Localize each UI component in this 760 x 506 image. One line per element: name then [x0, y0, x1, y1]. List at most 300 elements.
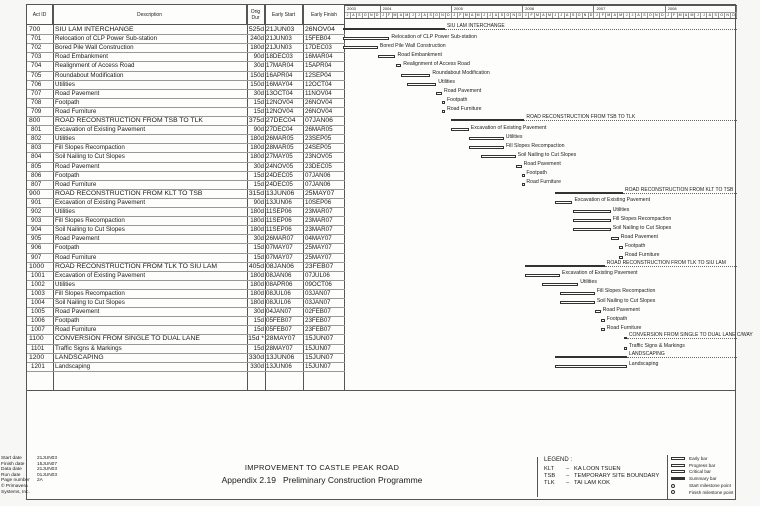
activity-early-finish: 26NOV04 — [305, 26, 335, 33]
legend-separator: – — [566, 473, 570, 479]
header-orig-dur: Orig Dur — [247, 5, 265, 25]
activity-early-start: 05FEB07 — [266, 317, 292, 325]
header-act-id: Act ID — [27, 5, 53, 25]
activity-early-finish: 23SEP05 — [305, 135, 332, 143]
timescale-month: J — [452, 12, 458, 18]
activity-id: 906 — [31, 244, 42, 252]
key-label: Start milestone point — [689, 483, 731, 489]
activity-bar — [401, 74, 430, 77]
summary-bar — [555, 356, 627, 358]
activity-id: 900 — [29, 189, 41, 197]
activity-row — [27, 125, 345, 134]
activity-bar — [601, 328, 605, 331]
activity-id: 709 — [31, 107, 42, 115]
appendix-number: Appendix 2.19 — [221, 475, 276, 485]
bar-key — [667, 455, 736, 499]
legend-abbrev: TSB — [544, 473, 556, 479]
legend — [537, 457, 672, 497]
activity-id: 904 — [31, 226, 42, 234]
activity-row — [27, 307, 345, 316]
timescale-month: S — [571, 12, 577, 18]
activity-row — [27, 234, 345, 243]
activity-row — [27, 180, 345, 189]
activity-early-finish: 03JAN07 — [305, 289, 331, 297]
key-row — [668, 489, 736, 496]
activity-description: Road Furniture — [55, 107, 97, 115]
timescale-month: O — [363, 12, 369, 18]
activity-early-start: 12NOV04 — [266, 107, 294, 115]
activity-early-finish: 10SEP06 — [305, 198, 332, 206]
activity-description: Road Furniture — [55, 180, 97, 188]
timescale-year: 2003 — [345, 6, 381, 12]
activity-row — [27, 316, 345, 325]
timescale-year: 2006 — [523, 6, 594, 12]
activity-early-start: 24DEC05 — [266, 180, 293, 188]
activity-bar — [624, 347, 627, 350]
timescale-month: M — [678, 12, 684, 18]
timescale-month: D — [517, 12, 523, 18]
activity-row — [27, 134, 345, 143]
activity-bar — [525, 274, 560, 277]
timescale-month: D — [446, 12, 452, 18]
bar-label: LANDSCAPING — [628, 350, 665, 357]
activity-early-start: 16APR04 — [266, 71, 293, 79]
bar-label: SIU LAM INTERCHANGE — [446, 23, 505, 29]
activity-row — [27, 344, 345, 353]
timescale-month: J — [666, 12, 672, 18]
timescale-month: M — [547, 12, 553, 18]
activity-bar — [442, 110, 445, 113]
activity-early-finish: 12OCT04 — [305, 80, 332, 88]
timescale-month: D — [589, 12, 595, 18]
activity-bar — [343, 46, 378, 49]
timescale-month: S — [428, 12, 434, 18]
activity-id: 700 — [29, 26, 41, 33]
activity-id: 708 — [31, 98, 42, 106]
activity-row — [27, 189, 345, 198]
activity-early-start: 13JUN06 — [266, 353, 295, 361]
activity-early-start: 27MAY05 — [266, 153, 293, 161]
activity-row — [27, 98, 345, 107]
bar-swatch-icon — [671, 477, 685, 480]
activity-early-finish: 09OCT06 — [305, 280, 332, 288]
timescale-month: A — [493, 12, 499, 18]
timescale-month: N — [511, 12, 517, 18]
timescale-month: M — [606, 12, 612, 18]
activity-early-start: 08JAN06 — [266, 271, 292, 279]
legend-full: TAI LAM KOK — [574, 480, 610, 486]
timescale-month: N — [654, 12, 660, 18]
activity-early-finish: 15JUN07 — [305, 335, 334, 343]
timescale-month: F — [600, 12, 606, 18]
activity-id: 1200 — [29, 353, 45, 361]
activity-description: Traffic Signs & Markings — [55, 344, 122, 352]
activity-bar — [469, 137, 504, 140]
activity-duration: 30d — [253, 162, 264, 170]
bar-label: Fill Slopes Recompaction — [596, 288, 656, 295]
activity-early-start: 18DEC03 — [266, 53, 293, 61]
milestone-icon — [671, 490, 675, 494]
timescale-month: D — [660, 12, 666, 18]
activity-bar — [542, 283, 578, 286]
timescale-month: M — [476, 12, 482, 18]
bar-label: Utilities — [505, 133, 523, 140]
float-line — [627, 338, 737, 339]
activity-id: 704 — [31, 62, 42, 70]
activity-early-start: 26MAR05 — [266, 135, 294, 143]
timescale-month: N — [440, 12, 446, 18]
activity-duration: 180d — [250, 217, 264, 225]
activity-id: 905 — [31, 235, 42, 243]
timescale-year: 2007 — [594, 6, 665, 12]
activity-bar — [560, 292, 595, 295]
activity-id: 802 — [31, 135, 42, 143]
bar-label: ROAD RECONSTRUCTION FROM TLK TO SIU LAM — [606, 259, 726, 266]
timescale-month: J — [701, 12, 707, 18]
legend-row — [544, 473, 672, 480]
activity-id: 701 — [31, 35, 42, 43]
activity-description: Excavation of Existing Pavement — [55, 126, 146, 134]
bar-label: Road Embankment — [397, 51, 442, 58]
legend-full: TEMPORARY SITE BOUNDARY — [574, 473, 660, 479]
legend-rows — [544, 466, 672, 487]
activity-duration: 15d * — [248, 335, 264, 343]
timescale-month: F — [387, 12, 393, 18]
activity-duration: 330d — [248, 353, 264, 361]
activity-early-finish: 25MAY07 — [305, 244, 332, 252]
timescale-year: 2005 — [452, 6, 523, 12]
activity-duration: 30d — [253, 89, 264, 97]
programme-title — [177, 475, 467, 485]
activity-early-finish: 26MAR05 — [305, 126, 333, 134]
activity-duration: 150d — [250, 71, 264, 79]
activity-description: Soil Nailing to Cut Slopes — [55, 153, 125, 161]
activity-early-start: 08JUL06 — [266, 299, 291, 306]
activity-duration: 315d — [248, 189, 264, 197]
activity-id: 1101 — [31, 344, 45, 352]
bar-label: Utilities — [580, 279, 597, 286]
timescale-month: F — [458, 12, 464, 18]
timescale-border — [345, 5, 737, 6]
timescale-month: J — [553, 12, 559, 18]
activity-description: Bored Pile Wall Construction — [55, 44, 134, 52]
activity-duration: 330d — [250, 362, 264, 370]
activity-row — [27, 116, 345, 125]
timescale-month: A — [351, 12, 357, 18]
programme-name: Preliminary Construction Programme — [283, 475, 423, 485]
activity-early-start: 13JUN06 — [266, 362, 292, 370]
activity-early-start: 21JUN03 — [266, 35, 292, 43]
activity-bar — [601, 319, 605, 322]
activity-description: Road Pavement — [55, 89, 100, 97]
activity-bar — [611, 237, 619, 240]
activity-row — [27, 253, 345, 262]
activity-row — [27, 34, 345, 43]
activity-row — [27, 71, 345, 80]
timescale-month: O — [719, 12, 725, 18]
activity-bar — [396, 64, 402, 67]
activity-id: 804 — [31, 153, 42, 161]
float-line — [524, 120, 737, 121]
footer — [1, 390, 735, 500]
activity-id: 1001 — [31, 271, 45, 279]
timescale-month: A — [422, 12, 428, 18]
timescale-month: J — [594, 12, 600, 18]
activity-description: LANDSCAPING — [55, 353, 104, 361]
run-info-value: 21JUN03 — [37, 456, 57, 461]
timescale-month: D — [375, 12, 381, 18]
timescale-month: S — [499, 12, 505, 18]
activity-row — [27, 243, 345, 252]
activity-row — [27, 61, 345, 70]
bar-label: Footpath — [606, 315, 628, 322]
run-info-key: Data date — [1, 467, 22, 473]
activity-early-finish: 26NOV04 — [305, 107, 333, 115]
activity-duration: 240d — [250, 35, 264, 43]
timescale-month: A — [707, 12, 713, 18]
activity-early-start: 13JUN06 — [266, 198, 292, 206]
bar-label: Road Furniture — [624, 252, 660, 258]
activity-duration: 15d — [253, 171, 264, 179]
activity-row — [27, 262, 345, 271]
activity-duration: 180d — [250, 226, 264, 234]
activity-early-start: 07MAY07 — [266, 253, 293, 261]
timescale-month: S — [713, 12, 719, 18]
activity-bar — [555, 365, 627, 368]
activity-early-start: 17MAR04 — [266, 62, 294, 70]
timescale-month: A — [565, 12, 571, 18]
activity-id: 800 — [29, 117, 41, 124]
activity-bar — [481, 155, 516, 158]
key-row — [668, 455, 736, 462]
activity-id: 702 — [31, 44, 42, 52]
summary-bar — [525, 265, 605, 267]
summary-bar — [555, 192, 623, 194]
activity-id: 907 — [31, 253, 42, 261]
run-info-value: 21JUN03 — [37, 467, 57, 473]
activity-description: Footpath — [55, 98, 80, 106]
activity-early-start: 08JUL06 — [266, 289, 291, 297]
bar-label: Road Furniture — [526, 179, 561, 186]
activity-early-start: 28MAY07 — [266, 344, 293, 352]
activity-description: Roundabout Modification — [55, 71, 124, 79]
timescale-year: 2004 — [381, 6, 452, 12]
timescale-month: O — [505, 12, 511, 18]
activity-id: 806 — [31, 171, 42, 179]
run-info-row — [1, 484, 101, 495]
float-line — [445, 29, 737, 30]
activity-early-finish: 04MAY07 — [305, 235, 332, 243]
timescale-month: F — [529, 12, 535, 18]
activity-duration: 180d — [250, 289, 264, 297]
timescale-year: 2008 — [666, 6, 737, 12]
activity-bar — [516, 165, 522, 168]
activity-description: Utilities — [55, 208, 75, 215]
timescale-month: J — [695, 12, 701, 18]
activity-early-finish: 07JUL06 — [305, 271, 330, 279]
run-info-value: 2A — [37, 478, 43, 484]
activity-row — [27, 298, 345, 307]
bar-label: Relocation of CLP Power Sub-station — [391, 33, 477, 40]
activity-early-finish: 15JUN07 — [305, 362, 331, 370]
activity-description: Road Pavement — [55, 162, 100, 170]
activity-duration: 180d — [250, 208, 264, 215]
bar-label: Footpath — [526, 170, 547, 177]
activity-description: CONVERSION FROM SINGLE TO DUAL LANE — [55, 335, 200, 343]
activity-bar — [407, 83, 436, 86]
bar-label: Realignment of Access Road — [403, 60, 470, 67]
activity-row — [27, 216, 345, 225]
activity-description: ROAD RECONSTRUCTION FROM TLK TO SIU LAM — [55, 262, 218, 270]
activity-description: ROAD RECONSTRUCTION FROM TSB TO TLK — [55, 117, 203, 124]
activity-early-start: 11SEP06 — [266, 217, 292, 225]
activity-row — [27, 353, 345, 362]
activity-early-finish: 23NOV05 — [305, 153, 333, 161]
activity-duration: 180d — [250, 271, 264, 279]
timescale-month: A — [541, 12, 547, 18]
activity-description: Utilities — [55, 80, 75, 88]
bar-swatch-icon — [671, 470, 685, 473]
activity-duration: 30d — [253, 62, 264, 70]
activity-bar — [469, 146, 504, 149]
activity-early-start: 26MAR07 — [266, 235, 294, 243]
bar-label: Road Furniture — [446, 106, 482, 113]
activity-description: Road Furniture — [55, 253, 97, 261]
activity-duration: 15d — [253, 253, 264, 261]
activity-early-finish: 25MAY07 — [305, 189, 335, 197]
activity-row — [27, 80, 345, 89]
activity-description: Realignment of Access Road — [55, 62, 135, 70]
activity-row — [27, 271, 345, 280]
activity-early-start: 08APR06 — [266, 280, 293, 288]
timescale-month: J — [416, 12, 422, 18]
activity-duration: 180d — [250, 144, 264, 152]
activity-early-start: 13OCT04 — [266, 89, 293, 97]
activity-early-finish: 15JUN07 — [305, 344, 331, 352]
legend-abbrev: KLT — [544, 466, 555, 472]
activity-early-finish: 23MAR07 — [305, 208, 333, 215]
activity-duration: 180d — [250, 299, 264, 306]
activity-early-finish: 23MAR07 — [305, 226, 333, 234]
key-label: Critical bar — [689, 469, 711, 475]
bar-label: Footpath — [446, 97, 468, 104]
legend-row — [544, 466, 672, 473]
activity-bar — [619, 246, 623, 249]
activity-early-start: 27DEC04 — [266, 117, 296, 124]
timescale-month: J — [345, 12, 351, 18]
activity-row — [27, 171, 345, 180]
activity-early-start: 16MAY04 — [266, 80, 293, 88]
activity-bar — [343, 37, 389, 40]
activity-early-finish: 23MAR07 — [305, 217, 333, 225]
timescale-month: D — [731, 12, 737, 18]
timescale-month: N — [725, 12, 731, 18]
activity-bar — [560, 301, 595, 304]
schedule-sheet — [1, 4, 753, 500]
activity-description: Road Pavement — [55, 308, 100, 316]
timescale-month: J — [559, 12, 565, 18]
activity-duration: 180d — [250, 135, 264, 143]
timescale-month: N — [583, 12, 589, 18]
timescale-month: A — [636, 12, 642, 18]
run-info-key: Start date — [1, 456, 22, 461]
activity-row — [27, 89, 345, 98]
activity-duration: 15d — [253, 326, 264, 334]
activity-early-start: 04JAN07 — [266, 308, 292, 316]
timescale-month: S — [642, 12, 648, 18]
activity-bar — [619, 256, 623, 259]
activity-bar — [451, 128, 469, 131]
legend-title: LEGEND : — [544, 457, 573, 463]
timescale-month: A — [470, 12, 476, 18]
activity-id: 801 — [31, 126, 42, 134]
activity-row — [27, 52, 345, 61]
activity-early-finish: 24SEP05 — [305, 144, 332, 152]
activity-description: Fill Slopes Recompaction — [55, 217, 125, 225]
activity-description: Road Furniture — [55, 326, 97, 334]
key-label: Early bar — [689, 455, 708, 461]
activity-duration: 90d — [253, 53, 264, 61]
activity-row — [27, 107, 345, 116]
timescale-month: J — [523, 12, 529, 18]
timescale-divider — [345, 12, 737, 13]
timescale-month: A — [684, 12, 690, 18]
activity-duration: 180d — [250, 280, 264, 288]
bar-label: Footpath — [624, 242, 646, 249]
activity-duration: 30d — [253, 308, 264, 316]
activity-bar — [522, 174, 525, 177]
bar-label: Road Furniture — [606, 324, 642, 331]
activity-early-start: 27DEC04 — [266, 126, 293, 134]
activity-early-finish: 23FEB07 — [305, 317, 331, 325]
activity-row — [27, 334, 345, 343]
activity-description: Excavation of Existing Pavement — [55, 271, 146, 279]
activity-id: 1100 — [29, 335, 44, 343]
activity-bar — [595, 310, 601, 313]
activity-early-start: 21JUN03 — [266, 44, 292, 52]
key-label: Finish milestone point — [689, 489, 734, 495]
bar-label: Road Pavement — [602, 306, 640, 313]
timescale-month: J — [482, 12, 488, 18]
timescale-month: J — [624, 12, 630, 18]
activity-early-start: 24NOV05 — [266, 162, 294, 170]
activity-id: 703 — [31, 53, 42, 61]
activity-row — [27, 362, 345, 371]
activity-early-finish: 03JAN07 — [305, 299, 331, 306]
activity-bar — [573, 228, 611, 231]
activity-early-finish: 17DEC03 — [305, 44, 332, 52]
legend-abbrev: TLK — [544, 480, 555, 486]
timescale-month: J — [488, 12, 494, 18]
activity-duration: 180d — [250, 153, 264, 161]
activity-row — [27, 280, 345, 289]
activity-description: Footpath — [55, 171, 80, 179]
bar-label: CONVERSION FROM SINGLE TO DUAL LANE C/WAY — [628, 332, 753, 339]
legend-full: KA LOON TSUEN — [574, 466, 621, 472]
milestone-icon — [671, 484, 675, 488]
timescale-month: M — [393, 12, 399, 18]
activity-bar — [573, 219, 611, 222]
timescale-month: M — [464, 12, 470, 18]
activity-early-start: 11SEP06 — [266, 208, 292, 215]
bar-label: Bored Pile Wall Construction — [379, 42, 446, 49]
activity-row — [27, 198, 345, 207]
activity-id: 805 — [31, 162, 42, 170]
bar-label: Fill Slopes Recompaction — [612, 215, 672, 222]
bar-label: Road Pavement — [620, 233, 658, 240]
activity-description: Road Pavement — [55, 235, 100, 243]
activity-description: Soil Nailing to Cut Slopes — [55, 299, 125, 306]
